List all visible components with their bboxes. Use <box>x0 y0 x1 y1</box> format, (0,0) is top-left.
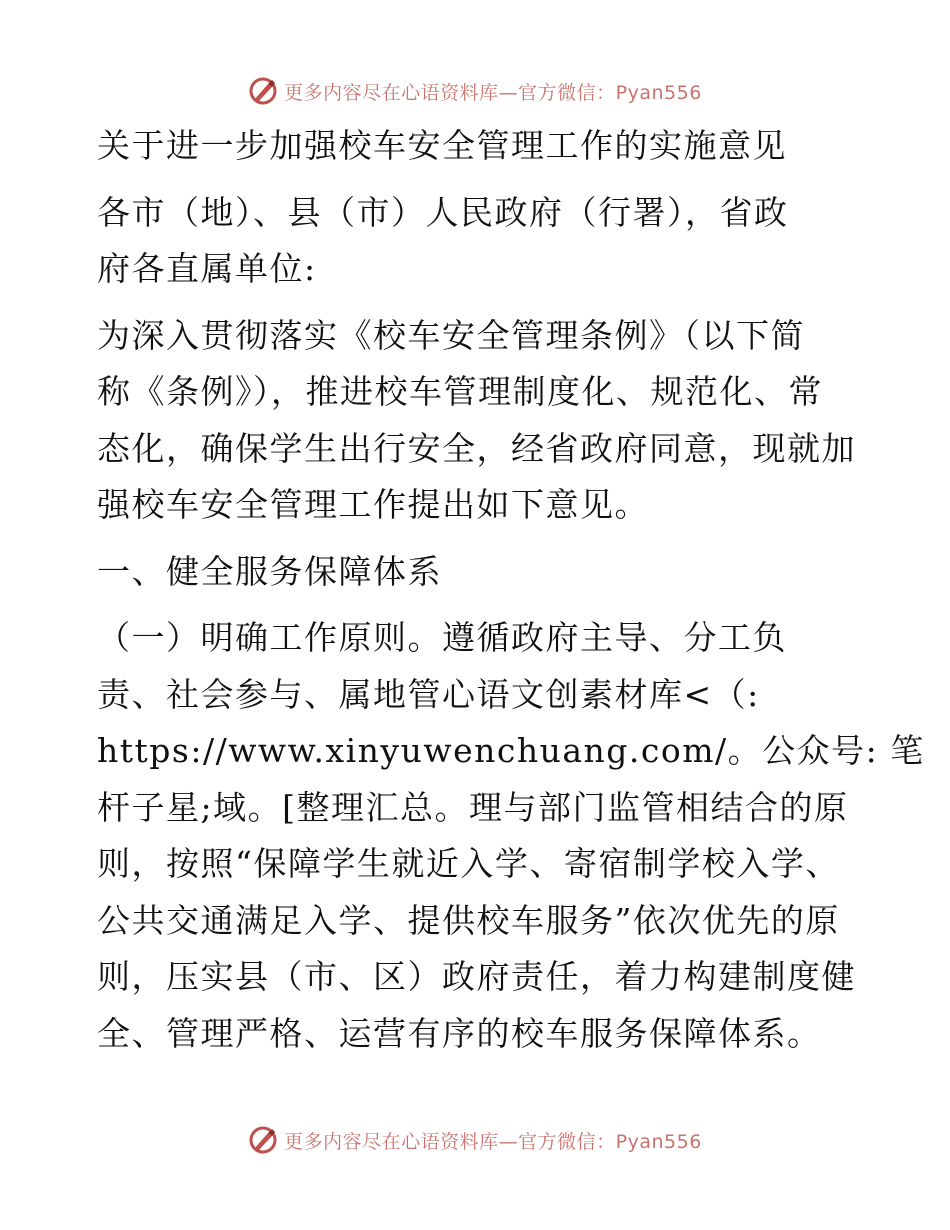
watermark-header <box>0 71 950 111</box>
salutation-line: 府各直属单位: <box>97 249 317 288</box>
watermark-footer <box>0 1120 950 1160</box>
paragraph-line: 则，按照“保障学生就近入学、寄宿制学校入学、 <box>97 844 840 883</box>
paragraph-line: https://www.xinyuwenchuang.com/。公众号: 笔 <box>97 731 925 770</box>
salutation-line: 各市（地）、县（市）人民政府（行署），省政 <box>97 192 789 232</box>
document-title: 关于进一步加强校车安全管理工作的实施意见 <box>97 126 787 165</box>
paragraph-line: 责、社会参与、属地管心语文创素材库<（: <box>97 674 760 714</box>
paragraph-line: 公共交通满足入学、提供校车服务”依次优先的原 <box>97 900 840 940</box>
watermark-text: 更多内容尽在心语资料库—官方微信：Pyan556 <box>284 1130 702 1153</box>
document-body <box>97 118 925 1062</box>
paragraph-line: （一）明确工作原则。遵循政府主导、分工负 <box>97 618 787 657</box>
watermark-text: 更多内容尽在心语资料库—官方微信：Pyan556 <box>284 81 702 104</box>
intro-line: 强校车安全管理工作提出如下意见。 <box>97 485 649 524</box>
pen-logo-icon <box>248 1125 278 1155</box>
pen-logo-icon <box>248 76 278 106</box>
intro-line: 称《条例》），推进校车管理制度化、规范化、常 <box>97 372 823 411</box>
paragraph-line: 杆子星;域。[整理汇总。理与部门监管相结合的原 <box>97 787 849 827</box>
intro-line: 为深入贯彻落实《校车安全管理条例》（以下简 <box>97 315 805 355</box>
paragraph-line: 全、管理严格、运营有序的校车服务保障体系。 <box>97 1013 822 1053</box>
paragraph-line: 则，压实县（市、区）政府责任，着力构建制度健 <box>97 957 856 996</box>
intro-line: 态化，确保学生出行安全，经省政府同意，现就加 <box>97 428 856 468</box>
section-heading: 一、健全服务保障体系 <box>97 551 442 591</box>
